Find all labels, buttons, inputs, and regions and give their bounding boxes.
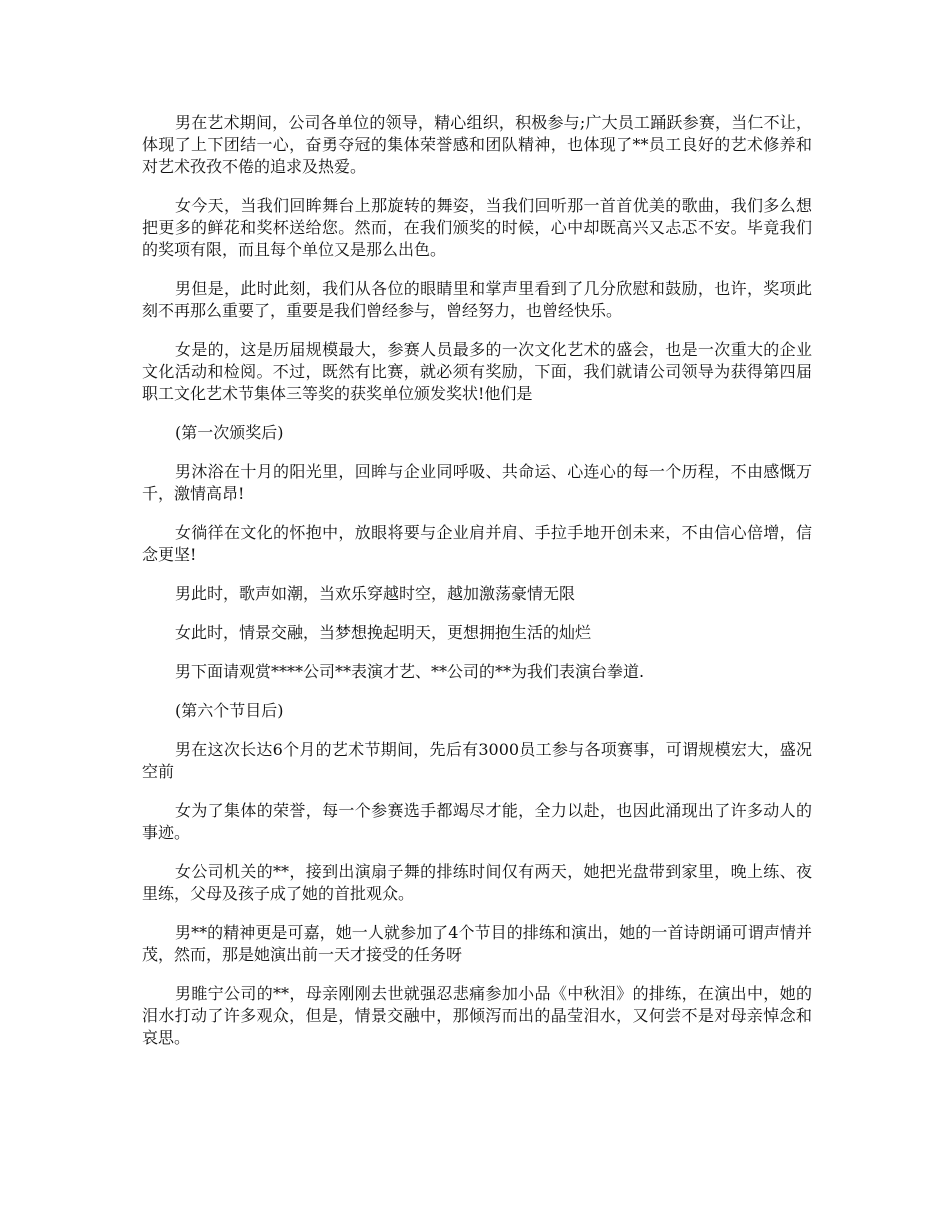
paragraph-6: 女徜徉在文化的怀抱中，放眼将要与企业肩并肩、手拉手地开创未来，不由信心倍增，信念更坚! (142, 523, 812, 564)
paragraph-5: 男沐浴在十月的阳光里，回眸与企业同呼吸、共命运、心连心的每一个历程，不由感慨万千，激情高昂! (142, 462, 812, 503)
paragraph-14: 男睢宁公司的**，母亲刚刚去世就强忍悲痛参加小品《中秋泪》的排练，在演出中，她的泪水打动了许多观众，但是，情景交融中，那倾泻而出的晶莹泪水，又何尝不是对母亲悼念和哀思。 (142, 984, 812, 1047)
stage-note-2: (第六个节目后) (175, 701, 284, 720)
paragraph-12: 女公司机关的**，接到出演扇子舞的排练时间仅有两天，她把光盘带到家里，晚上练、夜里练，父母及孩子成了她的首批观众。 (142, 862, 812, 903)
document-body (142, 112, 812, 1066)
paragraph-10: 男在这次长达6个月的艺术节期间，先后有3000员工参与各项赛事，可谓规模宏大，盛况空前 (142, 740, 812, 781)
paragraph-7: 男此时，歌声如潮，当欢乐穿越时空，越加激荡豪情无限 (175, 584, 576, 603)
paragraph-13: 男**的精神更是可嘉，她一人就参加了4个节目的排练和演出，她的一首诗朗诵可谓声情并茂，然而，那是她演出前一天才接受的任务呀 (142, 923, 812, 964)
paragraph-11: 女为了集体的荣誉，每一个参赛选手都竭尽才能，全力以赴，也因此涌现出了许多动人的事迹。 (142, 801, 812, 842)
paragraph-4: 女是的，这是历届规模最大，参赛人员最多的一次文化艺术的盛会，也是一次重大的企业文化活动和检阅。不过，既然有比赛，就必须有奖励，下面，我们就请公司领导为获得第四届职工文化艺术节集体三等奖的获奖单位颁发奖状!他们是 (142, 340, 812, 403)
paragraph-2: 女今天，当我们回眸舞台上那旋转的舞姿，当我们回听那一首首优美的歌曲，我们多么想把更多的鲜花和奖杯送给您。然而，在我们颁奖的时候，心中却既高兴又忐忑不安。毕竟我们的奖项有限，而且每个单位又是那么出色。 (142, 196, 812, 259)
paragraph-9: 男下面请观赏****公司**表演才艺、**公司的**为我们表演台拳道. (175, 662, 645, 681)
paragraph-1: 男在艺术期间，公司各单位的领导，精心组织，积极参与;广大员工踊跃参赛，当仁不让，体现了上下团结一心，奋勇夺冠的集体荣誉感和团队精神，也体现了**员工良好的艺术修养和对艺术孜孜不倦的追求及热爱。 (142, 113, 812, 176)
paragraph-3: 男但是，此时此刻，我们从各位的眼睛里和掌声里看到了几分欣慰和鼓励，也许，奖项此刻不再那么重要了，重要是我们曾经参与，曾经努力，也曾经快乐。 (142, 279, 812, 320)
paragraph-8: 女此时，情景交融，当梦想挽起明天，更想拥抱生活的灿烂 (175, 623, 592, 642)
stage-note-1: (第一次颁奖后) (175, 423, 284, 442)
